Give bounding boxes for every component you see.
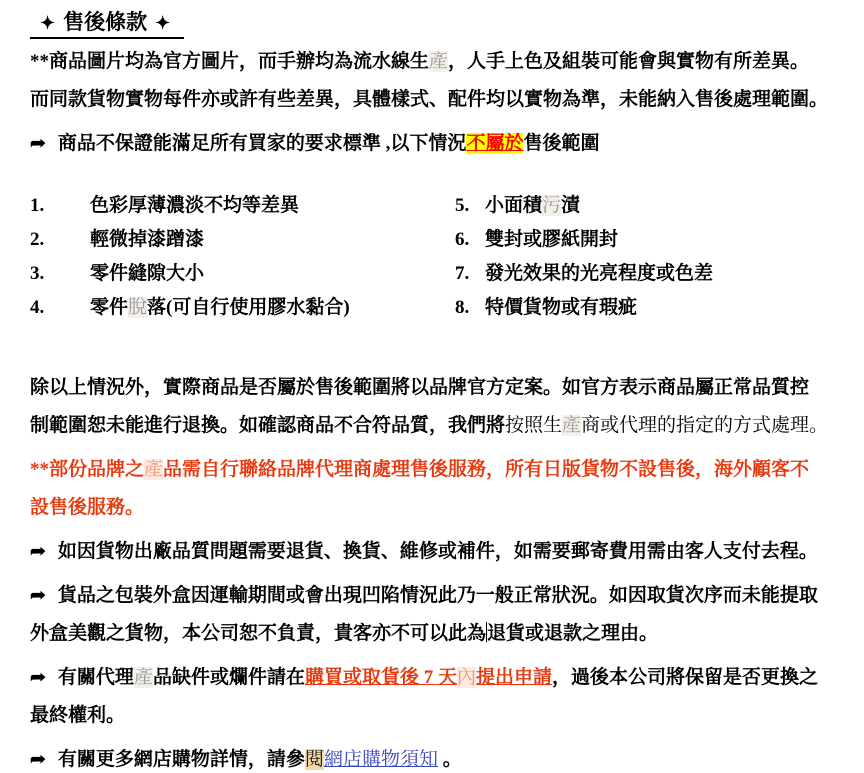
decision-text: 除以上情況外，實際商品是否屬於售後範圍將以品牌官方定案。如官方表示商品屬正常品質控 — [30, 377, 810, 398]
decision-line-1 — [30, 369, 838, 407]
list-item — [30, 291, 455, 325]
missing-parts-line-2 — [30, 697, 838, 735]
highlighted-not-covered: 不屬於 — [466, 133, 524, 154]
fallback-glyph: 產 — [562, 415, 582, 436]
spacer — [30, 325, 838, 369]
missing-parts-line-1 — [30, 659, 838, 697]
intro-line-2 — [30, 81, 838, 119]
red-note-text: 品需自行聯絡品牌代理商處理售後服務，所有日版貨物不設售後，海外顧客不 — [163, 459, 810, 480]
fallback-glyph: 產 — [133, 667, 153, 688]
exclusion-list-left — [30, 189, 455, 325]
list-item — [30, 189, 455, 223]
missing-parts-text: 品缺件或爛件請在 — [152, 667, 305, 688]
list-text: 小面積 — [485, 195, 543, 216]
fallback-glyph: 產 — [429, 51, 449, 72]
spacer — [30, 163, 838, 189]
fallback-glyph: 脫 — [128, 297, 148, 318]
list-text: 零件縫隙大小 — [90, 263, 205, 284]
box-note-text: 外盒美觀之貨物，本公司恕不負責，貴客亦不可以此為 — [30, 623, 487, 644]
list-item — [455, 291, 838, 325]
list-text: 輕微掉漆蹭漆 — [90, 229, 205, 250]
list-item — [455, 257, 838, 291]
list-text: 零件 — [90, 297, 129, 318]
list-number: 1. — [30, 195, 45, 216]
intro-text: **商品圖片均為官方圖片，而手辦均為流水線生 — [30, 51, 430, 72]
decision-text: 按照生 — [505, 415, 563, 436]
scope-text: 售後範圍 — [523, 133, 600, 154]
list-item — [30, 257, 455, 291]
page-title-text: 售後條款 — [63, 10, 148, 34]
intro-text: 而同款貨物實物每件亦或許有些差異，具體樣式、配件均以實物為準，未能納入售後處理範圍。 — [30, 89, 829, 110]
fallback-glyph: 產 — [144, 459, 164, 480]
right-arrow-icon: ➦ — [30, 750, 46, 769]
return-note-line — [30, 533, 838, 571]
list-text: 雙封或膠紙開封 — [485, 229, 619, 250]
star-icon: ✦ — [155, 13, 171, 33]
more-info-text: 。 — [437, 749, 462, 770]
list-number: 8. — [455, 297, 470, 318]
list-text: 特價貨物或有瑕疵 — [485, 297, 638, 318]
star-icon: ✦ — [40, 13, 56, 33]
more-info-line — [30, 741, 838, 773]
list-number: 7. — [455, 263, 470, 284]
list-number: 4. — [30, 297, 45, 318]
red-note-line-1 — [30, 451, 838, 489]
list-number: 3. — [30, 263, 45, 284]
list-item — [30, 223, 455, 257]
red-note-line-2 — [30, 489, 838, 527]
list-item — [455, 189, 838, 223]
return-note-text: 如因貨物出廠品質問題需要退貨、換貨、維修或補件，如需要郵寄費用需由客人支付去程。 — [57, 541, 818, 562]
right-arrow-icon: ➦ — [30, 134, 46, 153]
missing-parts-text: 有關代理 — [57, 667, 134, 688]
fallback-glyph: 污 — [542, 195, 562, 216]
store-shopping-guide-link[interactable]: 網店購物須知 — [323, 749, 438, 770]
decision-line-2 — [30, 407, 838, 445]
page-title — [30, 6, 184, 39]
decision-text: 制範圍恕未能進行退換。如確認商品不合符品質，我們將 — [30, 415, 506, 436]
list-item — [455, 223, 838, 257]
more-info-text: 有關更多網店購物詳情，請參 — [57, 749, 305, 770]
right-arrow-icon: ➦ — [30, 668, 46, 687]
exclusion-list — [30, 189, 838, 325]
list-text: 落(可自行使用膠水黏合) — [147, 297, 350, 318]
red-note-text: 設售後服務。 — [30, 497, 145, 518]
box-note-line-2 — [30, 615, 838, 653]
box-note-text: 退貨或退款之理由。 — [487, 623, 659, 644]
list-text: 漬 — [561, 195, 581, 216]
deadline-emphasis: 購買或取貨後 7 天 — [304, 667, 457, 688]
scope-line — [30, 125, 838, 163]
scope-text: 商品不保證能滿足所有買家的要求標準 ,以下情況 — [57, 133, 467, 154]
exclusion-list-right — [455, 189, 838, 325]
fallback-glyph: 閱 — [304, 749, 324, 770]
page-title-row — [30, 6, 838, 43]
intro-text: ，人手上色及組裝可能會與實物有所差異。 — [448, 51, 810, 72]
missing-parts-text: 最終權利。 — [30, 705, 126, 726]
list-number: 6. — [455, 229, 470, 250]
right-arrow-icon: ➦ — [30, 542, 46, 561]
right-arrow-icon: ➦ — [30, 586, 46, 605]
list-text: 發光效果的光亮程度或色差 — [485, 263, 714, 284]
box-note-line-1 — [30, 577, 838, 615]
red-note-text: **部份品牌之 — [30, 459, 145, 480]
intro-line-1 — [30, 43, 838, 81]
missing-parts-text: ，過後本公司將保留是否更換之 — [552, 667, 819, 688]
decision-text: 商或代理的指定的方式處理。 — [581, 415, 829, 436]
box-note-text: 貨品之包裝外盒因運輸期間或會出現凹陷情況此乃一般正常狀況。如因取貨次序而未能提取 — [57, 585, 818, 606]
list-number: 2. — [30, 229, 45, 250]
list-number: 5. — [455, 195, 470, 216]
list-text: 色彩厚薄濃淡不均等差異 — [90, 195, 300, 216]
deadline-emphasis: 提出申請 — [476, 667, 553, 688]
fallback-glyph: 內 — [456, 667, 476, 688]
